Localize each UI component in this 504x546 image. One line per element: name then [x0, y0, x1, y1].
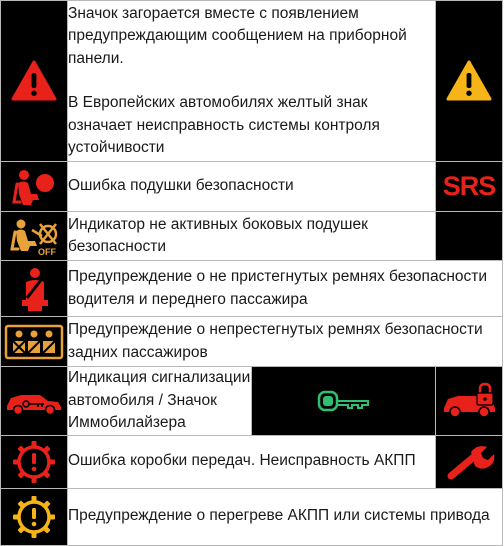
airbag-passenger-icon	[11, 166, 57, 208]
table-row	[1, 367, 503, 436]
description-text: В Европейских автомобилях желтый знак означает неисправность системы контроля устойчивости	[68, 94, 380, 156]
icon-cell	[436, 1, 503, 162]
green-key-icon	[316, 388, 372, 414]
icon-cell	[1, 317, 68, 367]
car-key-alarm-icon	[4, 386, 64, 416]
table-row	[1, 1, 503, 162]
icon-cell	[1, 435, 68, 488]
description-text: Значок загорается вместе с появлением предупреждающим сообщением на приборной панели.	[68, 4, 407, 67]
wrench-icon	[441, 442, 497, 482]
row-description	[68, 367, 252, 436]
icon-cell	[1, 212, 68, 261]
table-row	[1, 261, 503, 317]
table-row	[1, 212, 503, 261]
row-description	[68, 162, 436, 212]
description-text: Предупреждение о непрестегнутых ремнях безопасности задних пассажиров	[68, 321, 483, 361]
seatbelt-icon	[14, 266, 54, 312]
car-lock-icon	[440, 382, 498, 420]
icon-cell	[436, 435, 503, 488]
side-airbag-off-icon	[10, 216, 58, 256]
row-description	[68, 261, 503, 317]
icon-cell	[1, 261, 68, 317]
row-description	[68, 317, 503, 367]
gear-warning-red-icon	[11, 439, 57, 485]
yellow-warning-triangle-icon	[444, 56, 494, 106]
description-text: Ошибка подушки безопасности	[68, 177, 294, 195]
icon-cell	[1, 367, 68, 436]
description-text: Предупреждение о не пристегнутых ремнях безопасности водителя и переднего пассажира	[68, 268, 488, 308]
red-warning-triangle-icon	[9, 56, 59, 106]
icon-cell	[1, 162, 68, 212]
gear-warning-yellow-icon	[11, 494, 57, 540]
row-description	[68, 488, 503, 545]
row-description	[68, 435, 436, 488]
icon-cell	[1, 1, 68, 162]
table-row	[1, 317, 503, 367]
table-row	[1, 488, 503, 545]
table-row	[1, 162, 503, 212]
description-text: Индикация сигнализации автомобиля / Значок Иммобилайзера	[68, 369, 251, 431]
srs-icon: SRS	[442, 171, 496, 201]
rear-seatbelts-icon	[4, 323, 64, 361]
row-description	[68, 1, 436, 162]
empty-icon-cell	[436, 212, 503, 261]
description-text: Ошибка коробки передач. Неисправность АКПП	[68, 452, 416, 470]
row-description	[68, 212, 436, 261]
description-text: Индикатор не активных боковых подушек безопасности	[68, 215, 368, 255]
icon-cell	[436, 367, 503, 436]
svg-text:OFF: OFF	[38, 247, 56, 256]
icon-cell	[252, 367, 436, 436]
icon-cell	[436, 162, 503, 212]
description-text: Предупреждение о перегреве АКПП или системы привода	[68, 507, 490, 525]
table-row	[1, 435, 503, 488]
icon-cell	[1, 488, 68, 545]
